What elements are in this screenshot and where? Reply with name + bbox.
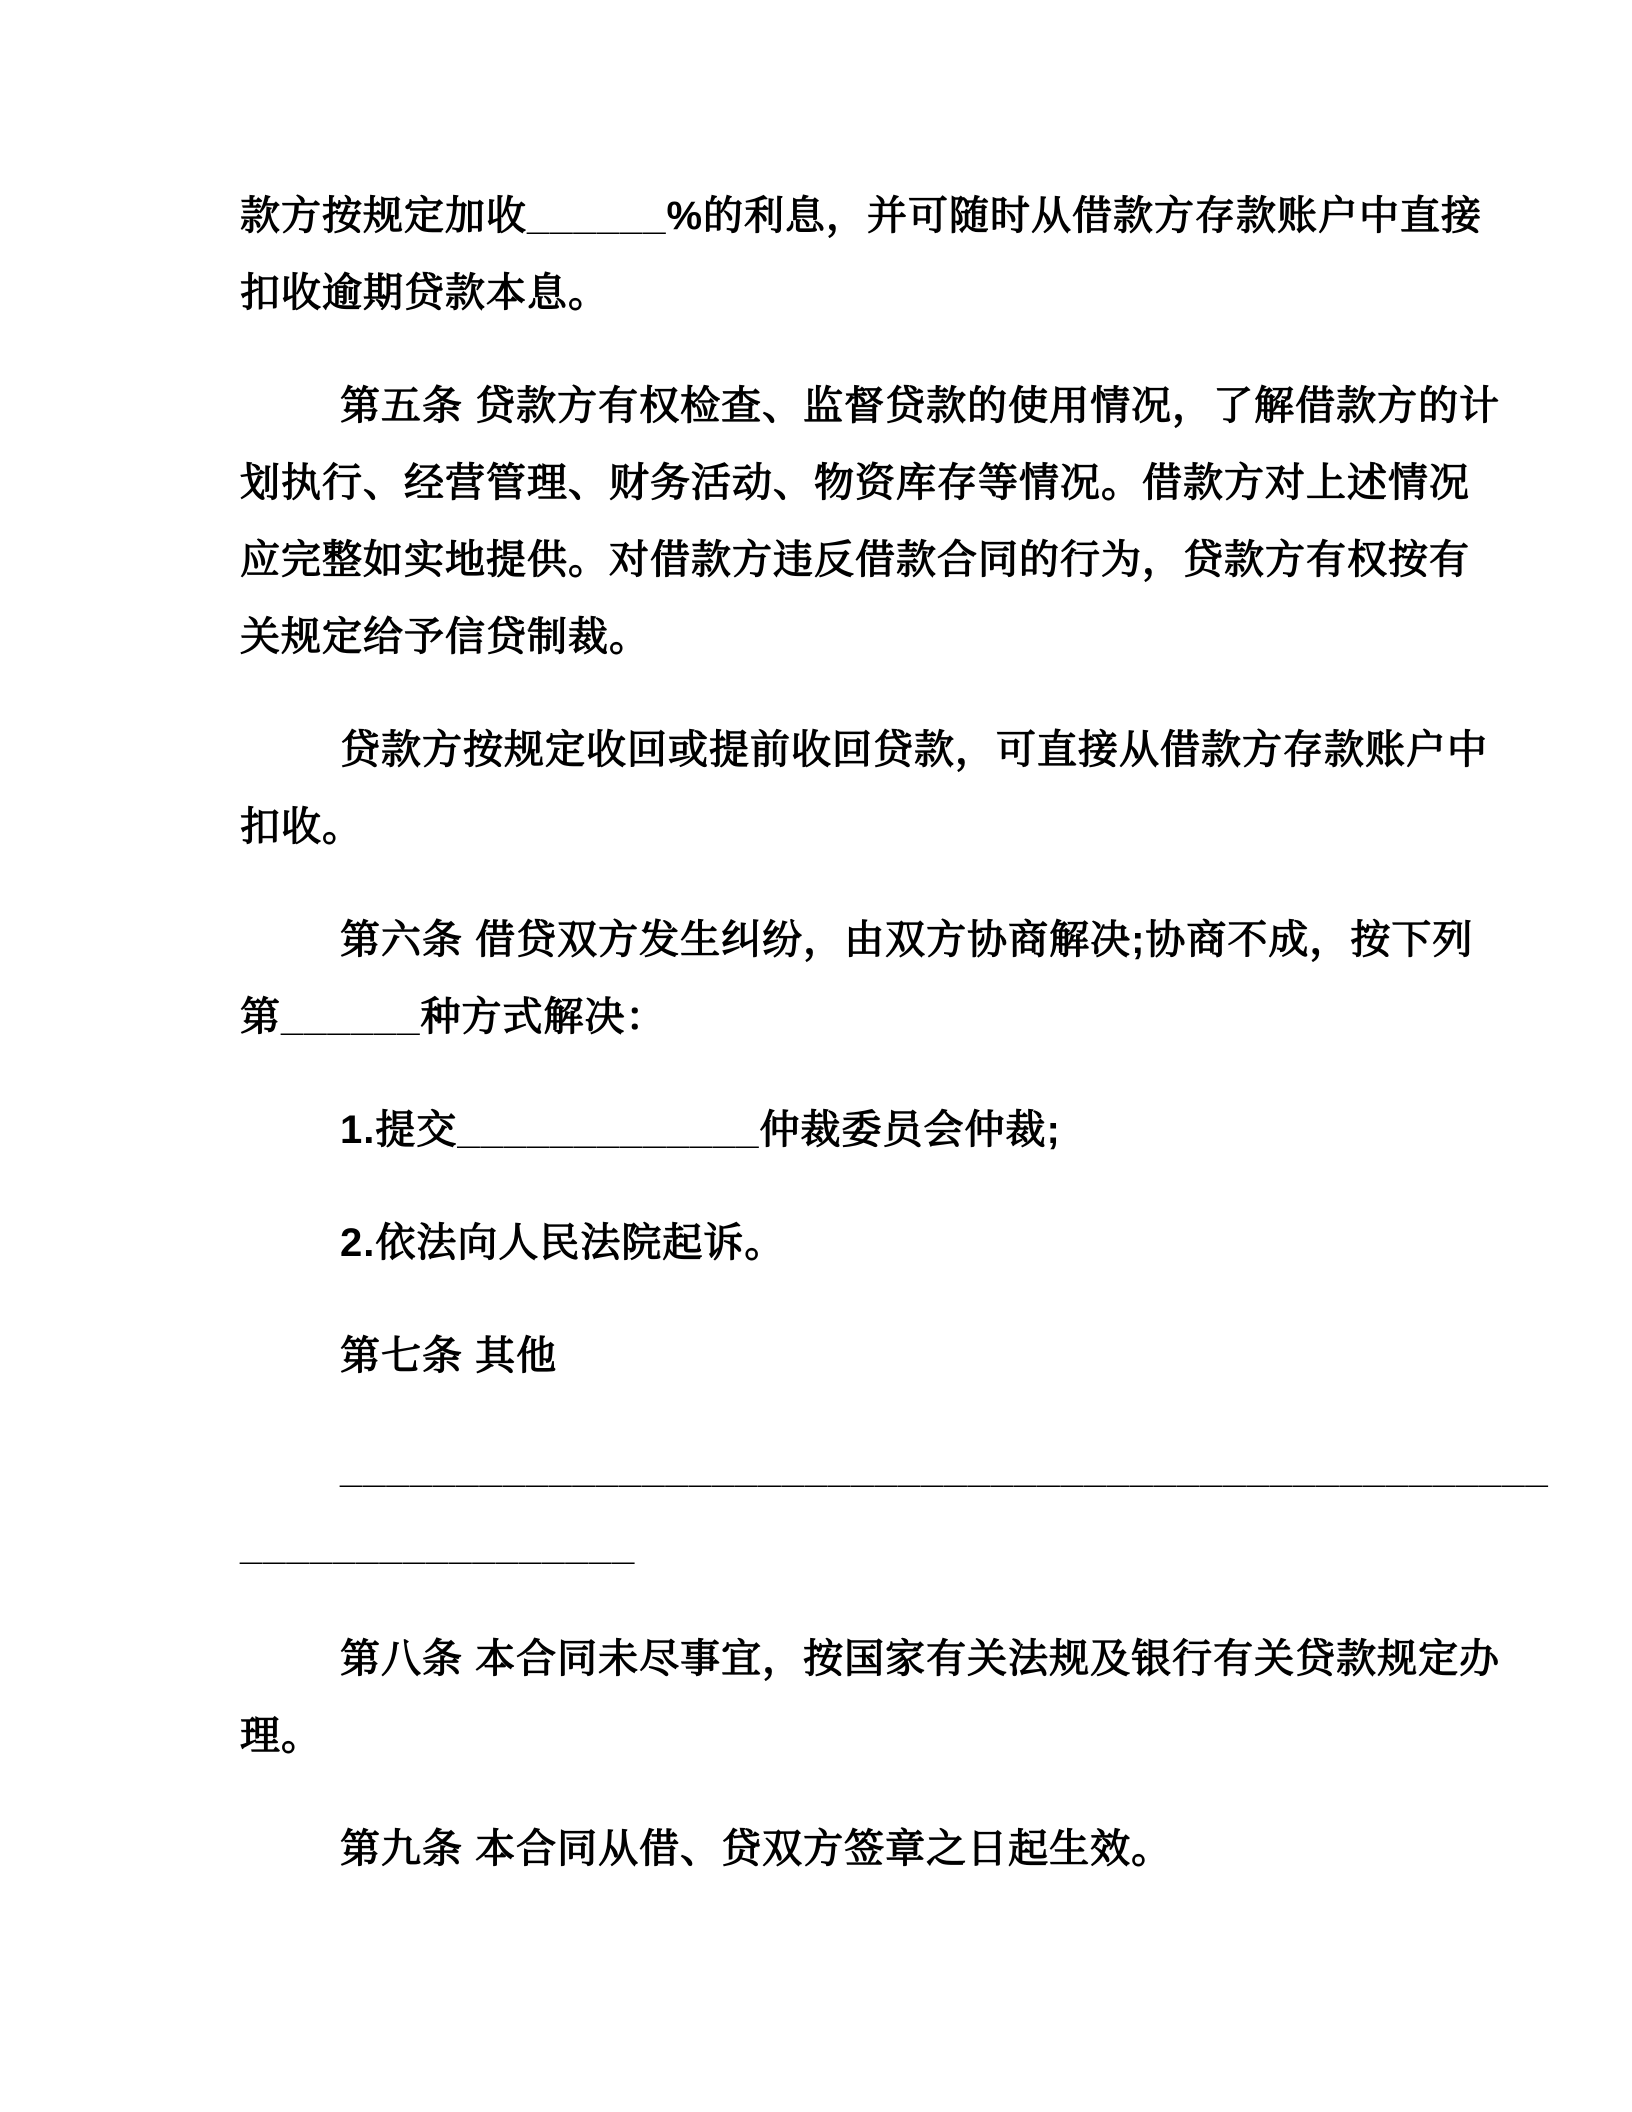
clause-8-line-2: 理。 <box>240 1714 322 1758</box>
clause-5-line-3: 应完整如实地提供。对借款方违反借款合同的行为，贷款方有权按有 <box>240 538 1470 582</box>
clause-7-heading: 第七条 其他 <box>340 1334 558 1378</box>
overdue-interest-line-end: 扣收逾期贷款本息。 <box>240 271 609 315</box>
clause-5-line-1: 第五条 贷款方有权检查、监督贷款的使用情况，了解借款方的计 <box>340 384 1501 428</box>
clause-6-line-2: 第______种方式解决： <box>240 995 667 1039</box>
clause-5-line-2: 划执行、经营管理、财务活动、物资库存等情况。借款方对上述情况 <box>240 461 1470 505</box>
clause-8-line-1: 第八条 本合同未尽事宜，按国家有关法规及银行有关贷款规定办 <box>340 1637 1501 1681</box>
loan-recovery-line-1: 贷款方按规定收回或提前收回贷款，可直接从借款方存款账户中 <box>340 728 1488 772</box>
clause-6-item-arbitration: 1.提交_____________仲裁委员会仲裁; <box>340 1108 1061 1152</box>
clause-5-line-4: 关规定给予信贷制裁。 <box>240 615 650 659</box>
clause-7-blank-line-2: _________________ <box>240 1524 636 1568</box>
clause-9-line: 第九条 本合同从借、贷双方签章之日起生效。 <box>340 1827 1173 1871</box>
clause-6-item-court: 2.依法向人民法院起诉。 <box>340 1221 786 1265</box>
overdue-interest-line-continued: 款方按规定加收______%的利息，并可随时从借款方存款账户中直接 <box>240 194 1483 238</box>
clause-6-line-1: 第六条 借贷双方发生纠纷，由双方协商解决;协商不成，按下列 <box>340 918 1474 962</box>
loan-recovery-line-2: 扣收。 <box>240 805 363 849</box>
clause-7-blank-line-1: ____________________________________________________ <box>340 1447 1549 1491</box>
